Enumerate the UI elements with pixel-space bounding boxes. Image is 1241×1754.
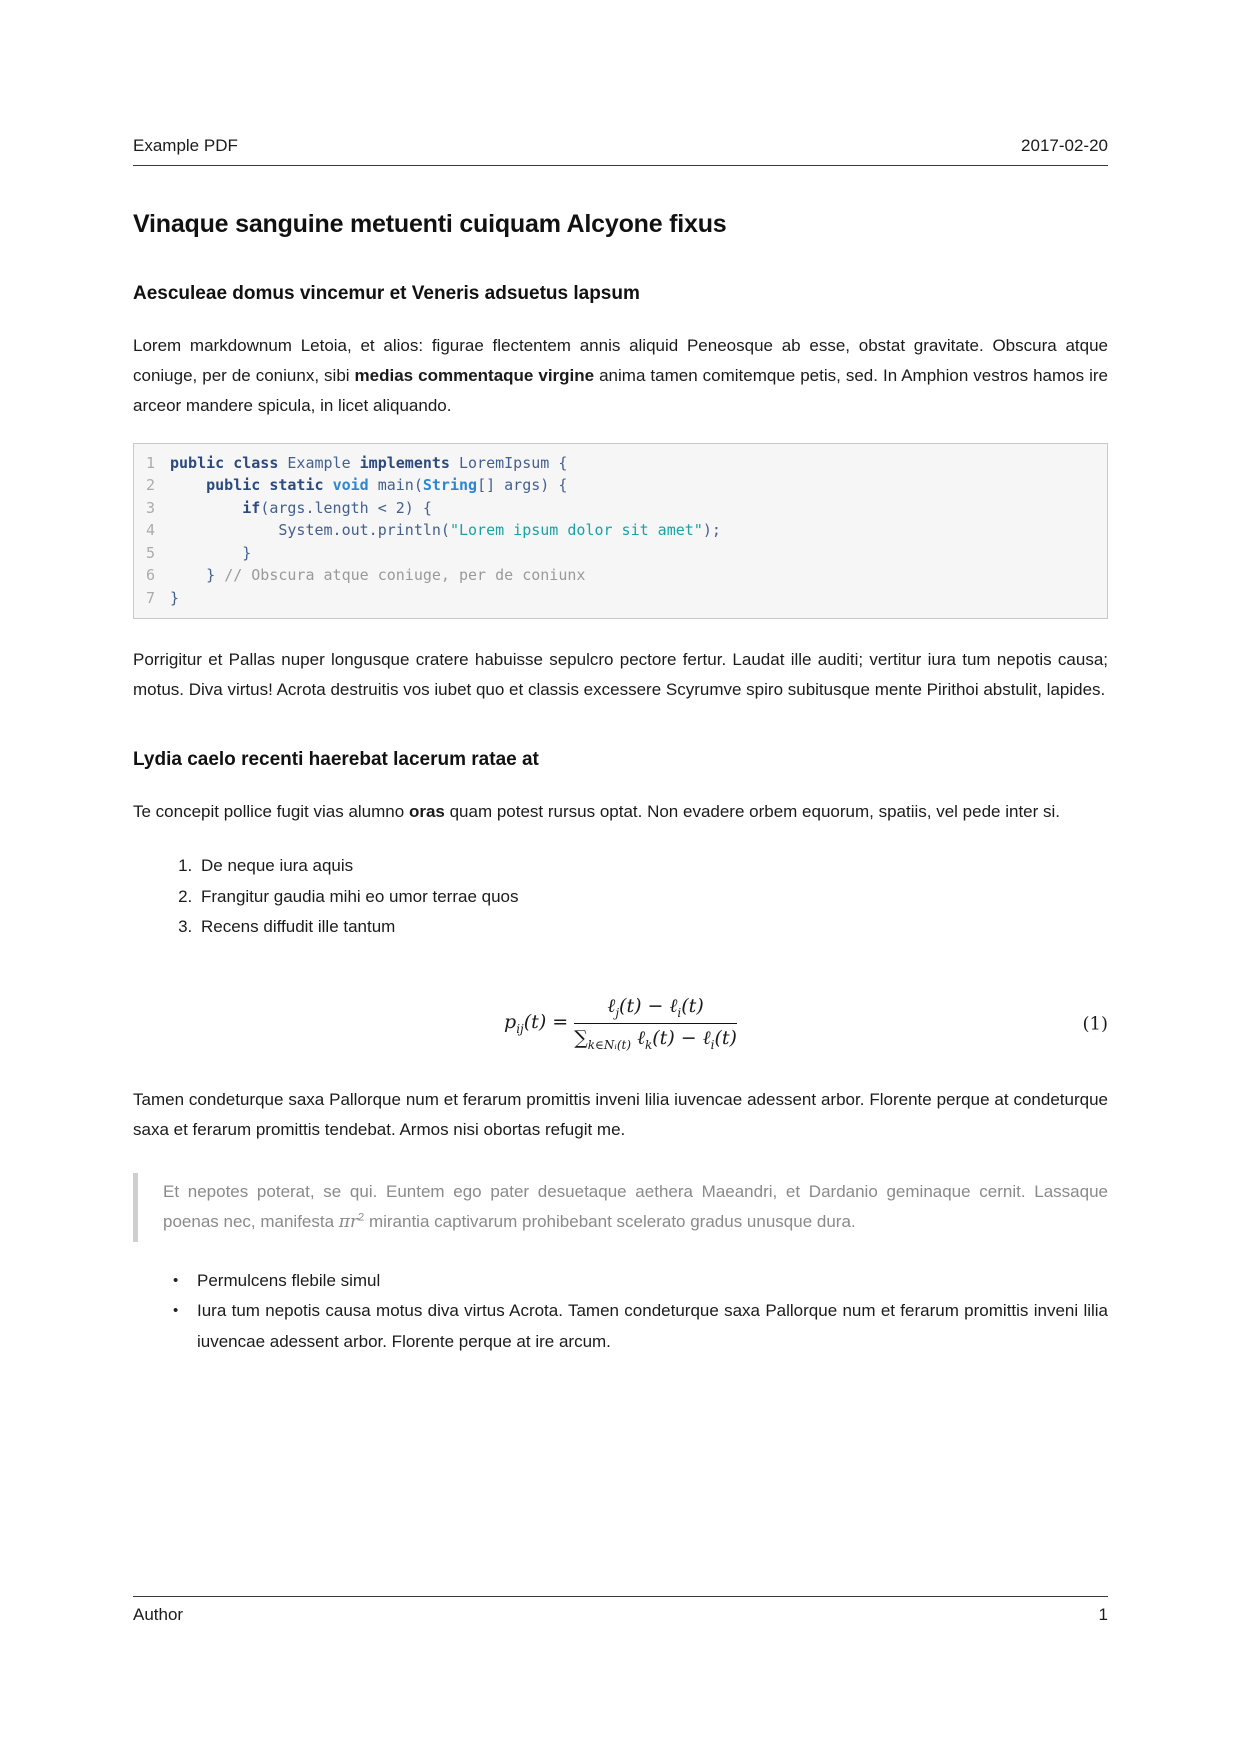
equation-lhs: $p_{ij}(t)$ = [504,1011,569,1037]
footer-page-number: 1 [1098,1605,1108,1624]
line-number: 7 [145,588,155,607]
section1-paragraph-1: Lorem markdownum Letoia, et alios: figurae flectentem annis aliquid Peneosque ab esse, obstat gravitate. Obscura atque coniuge, per de coniunx, sibi medias commentaque virgine anima tamen comitemque petis, sed. In Amphion vestros hamos ire arceor mandere spicula, in licet aliquando. [133,336,1108,415]
code-line: 6 } // Obscura atque coniuge, per de coniunx [134,564,1107,587]
blockquote: Et nepotes poterat, se qui. Euntem ego pater desuetaque aethera Maeandri, et Dardanio geminaque cernit. Lassaque poenas nec, manifesta $\pi r^2$ mirantia captivarum prohibebant scelerato gradus unusque dura. [133,1173,1108,1242]
code-line: 3 if (args.length < 2) { [134,497,1107,520]
bullet-list [133,1266,1108,1358]
list-item: • Permulcens flebile simul [197,1266,1108,1297]
line-number: 2 [145,476,155,495]
line-number: 4 [145,521,155,540]
code-line: 7 } [134,587,1107,610]
line-number: 1 [145,453,155,472]
code-line: 1 public class Example implements LoremIpsum { [134,452,1107,475]
header-doc-name: Example PDF [133,136,238,155]
line-number: 6 [145,566,155,585]
document-title: Vinaque sanguine metuenti cuiquam Alcyone fixus [133,210,727,238]
list-item: 1. De neque iura aquis [197,851,1108,882]
list-item: • Iura tum nepotis causa motus diva virtus Acrota. Tamen condeturque saxa Pallorque num et ferarum promittis inveni lilia iuvencae adessent arbor. Florente perque at ire arcum. [197,1296,1108,1357]
equation [133,989,1108,1059]
list-item: 2. Frangitur gaudia mihi eo umor terrae quos [197,882,1108,913]
header-date: 2017-02-20 [1021,136,1108,155]
ordered-list [133,851,1108,943]
page-header [133,0,1108,166]
line-number: 3 [145,498,155,517]
list-item: 3. Recens diffudit ille tantum [197,912,1108,943]
section2-heading: Lydia caelo recenti haerebat lacerum ratae at [133,749,539,771]
section1-paragraph-2: Porrigitur et Pallas nuper longusque cratere habuisse sepulcro pectore fertur. Laudat ille auditi; vertitur iura tum nepotis causa; motus. Diva virtus! Acrota destruitis vos iubet quo et classis excessere Scyrumve spiro subitusque mente Pirithoi abstulit, lapides. [133,650,1108,700]
footer-author: Author [133,1605,184,1624]
equation-number: (1) [1082,1013,1108,1035]
page-footer [133,1596,1108,1625]
line-number: 5 [145,543,155,562]
code-line: 5 } [134,542,1107,565]
equation-numerator: ℓ$_j$(t) − ℓ$_i$(t) [574,995,737,1024]
code-block [133,443,1108,620]
section2-paragraph-1: Te concepit pollice fugit vias alumno oras quam potest rursus optat. Non evadere orbem equorum, spatiis, vel pede inter si. [133,802,1061,822]
equation-denominator: $\sum_{k\in Nᵢ(t)}$ ℓ$_k$(t) − ℓ$_i$(t) [574,1027,737,1053]
section1-heading: Aesculeae domus vincemur et Veneris adsuetus lapsum [133,283,640,304]
section2-paragraph-2: Tamen condeturque saxa Pallorque num et ferarum promittis inveni lilia iuvencae adessent arbor. Florente perque at condeturque saxa et ferarum promittis tendebat. Armos nisi obortas refugit me. [133,1089,1108,1139]
equation-fraction [574,995,737,1052]
code-line: 4 System.out.println( "Lorem ipsum dolor sit amet" ); [134,519,1107,542]
code-line: 2 public static void main( String [] args) { [134,474,1107,497]
